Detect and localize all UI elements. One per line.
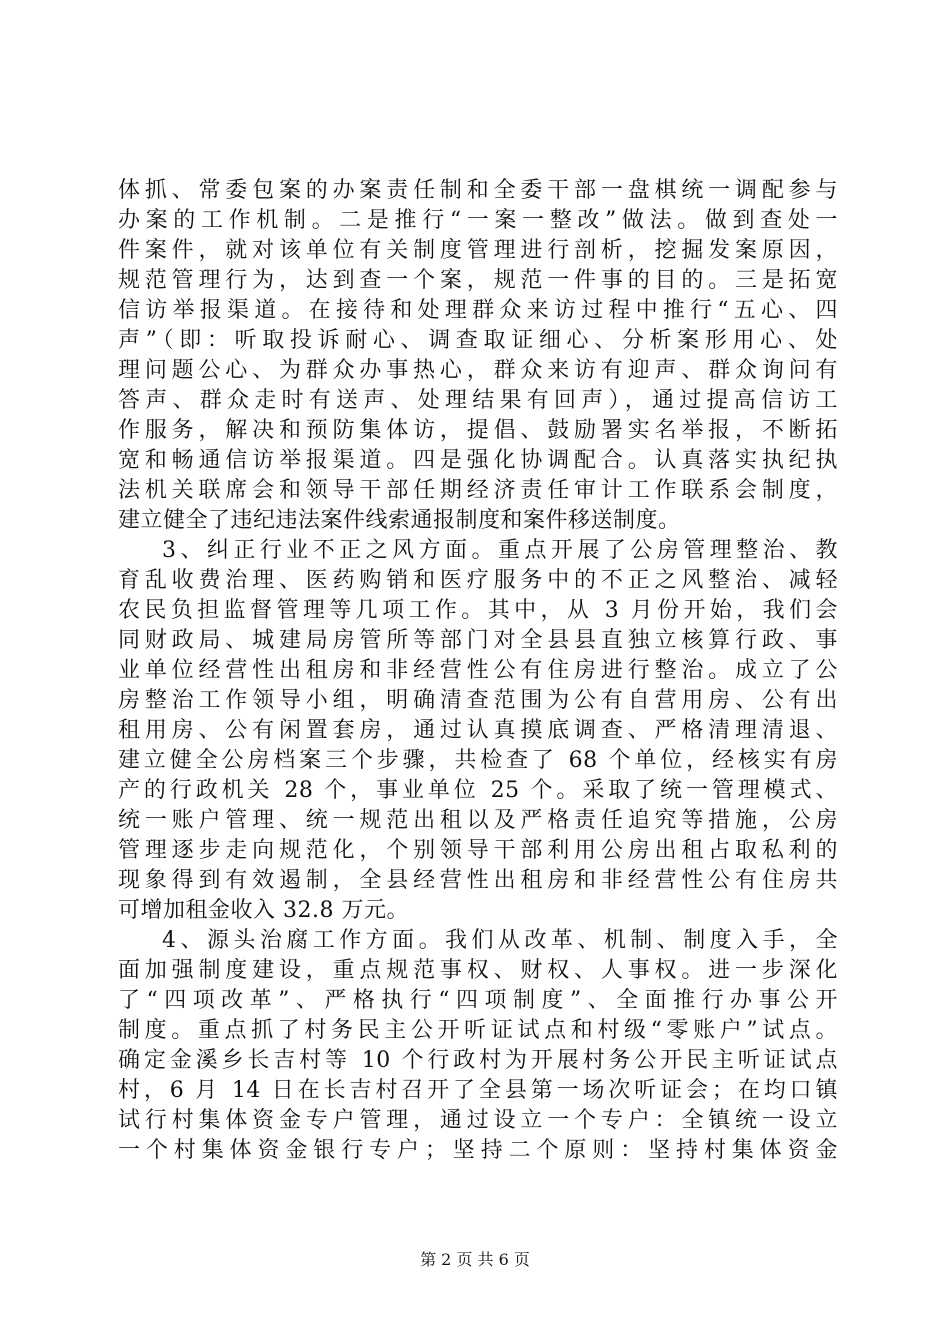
text-line: 房整治工作领导小组，明确清查范围为公有自营用房、公有出: [118, 688, 838, 713]
body-text: [118, 176, 838, 1166]
text-line: 可增加租金收入 32.8 万元。: [118, 898, 409, 923]
text-line: 同财政局、城建局房管所等部门对全县县直独立核算行政、事: [118, 628, 838, 653]
text-line: 体抓、常委包案的办案责任制和全委干部一盘棋统一调配参与: [118, 178, 838, 203]
text-line: 了“四项改革”、严格执行“四项制度”、全面推行办事公开: [118, 988, 838, 1013]
text-line: 现象得到有效遏制，全县经营性出租房和非经营性公有住房共: [118, 868, 838, 893]
text-line: 规范管理行为，达到查一个案，规范一件事的目的。三是拓宽: [118, 268, 838, 293]
text-line: 建立健全公房档案三个步骤，共检查了 68 个单位，经核实有房: [118, 748, 838, 773]
text-line: 件案件，就对该单位有关制度管理进行剖析，挖掘发案原因，: [118, 238, 838, 263]
text-line: 答声、群众走时有送声、处理结果有回声），通过提高信访工: [118, 388, 838, 413]
page-footer: 第 2 页 共 6 页: [420, 1250, 530, 1269]
text-line: 信访举报渠道。在接待和处理群众来访过程中推行“五心、四: [118, 298, 838, 323]
text-line: 作服务，解决和预防集体访，提倡、鼓励署实名举报，不断拓: [118, 418, 838, 443]
text-line: 一个村集体资金银行专户；坚持二个原则：坚持村集体资金: [118, 1138, 838, 1163]
text-line: 确定金溪乡长吉村等 10 个行政村为开展村务公开民主听证试点: [118, 1048, 838, 1073]
text-line: 农民负担监督管理等几项工作。其中，从 3 月份开始，我们会: [118, 598, 838, 623]
text-line: 4、源头治腐工作方面。我们从改革、机制、制度入手，全: [162, 928, 838, 953]
text-line: 产的行政机关 28 个，事业单位 25 个。采取了统一管理模式、: [118, 778, 838, 803]
text-line: 制度。重点抓了村务民主公开听证试点和村级“零账户”试点。: [118, 1018, 838, 1043]
text-line: 管理逐步走向规范化，个别领导干部利用公房出租占取私利的: [118, 838, 838, 863]
text-line: 租用房、公有闲置套房，通过认真摸底调查、严格清理清退、: [118, 718, 838, 743]
text-line: 面加强制度建设，重点规范事权、财权、人事权。进一步深化: [118, 958, 838, 983]
text-line: 宽和畅通信访举报渠道。四是强化协调配合。认真落实执纪执: [118, 448, 838, 473]
text-line: 理问题公心、为群众办事热心，群众来访有迎声、群众询问有: [118, 358, 838, 383]
text-line: 业单位经营性出租房和非经营性公有住房进行整治。成立了公: [118, 658, 838, 683]
text-line: 办案的工作机制。二是推行“一案一整改”做法。做到查处一: [118, 208, 838, 233]
text-line: 育乱收费治理、医药购销和医疗服务中的不正之风整治、减轻: [118, 568, 838, 593]
text-line: 法机关联席会和领导干部任期经济责任审计工作联系会制度，: [118, 478, 838, 503]
text-line: 声”（即：听取投诉耐心、调查取证细心、分析案形用心、处: [118, 328, 838, 353]
text-line: 统一账户管理、统一规范出租以及严格责任追究等措施，公房: [118, 808, 838, 833]
text-line: 3、纠正行业不正之风方面。重点开展了公房管理整治、教: [162, 538, 838, 563]
text-line: 建立健全了违纪违法案件线索通报制度和案件移送制度。: [118, 508, 681, 533]
text-line: 试行村集体资金专户管理，通过设立一个专户：全镇统一设立: [118, 1108, 838, 1133]
text-line: 村，6 月 14 日在长吉村召开了全县第一场次听证会；在均口镇: [118, 1078, 838, 1103]
